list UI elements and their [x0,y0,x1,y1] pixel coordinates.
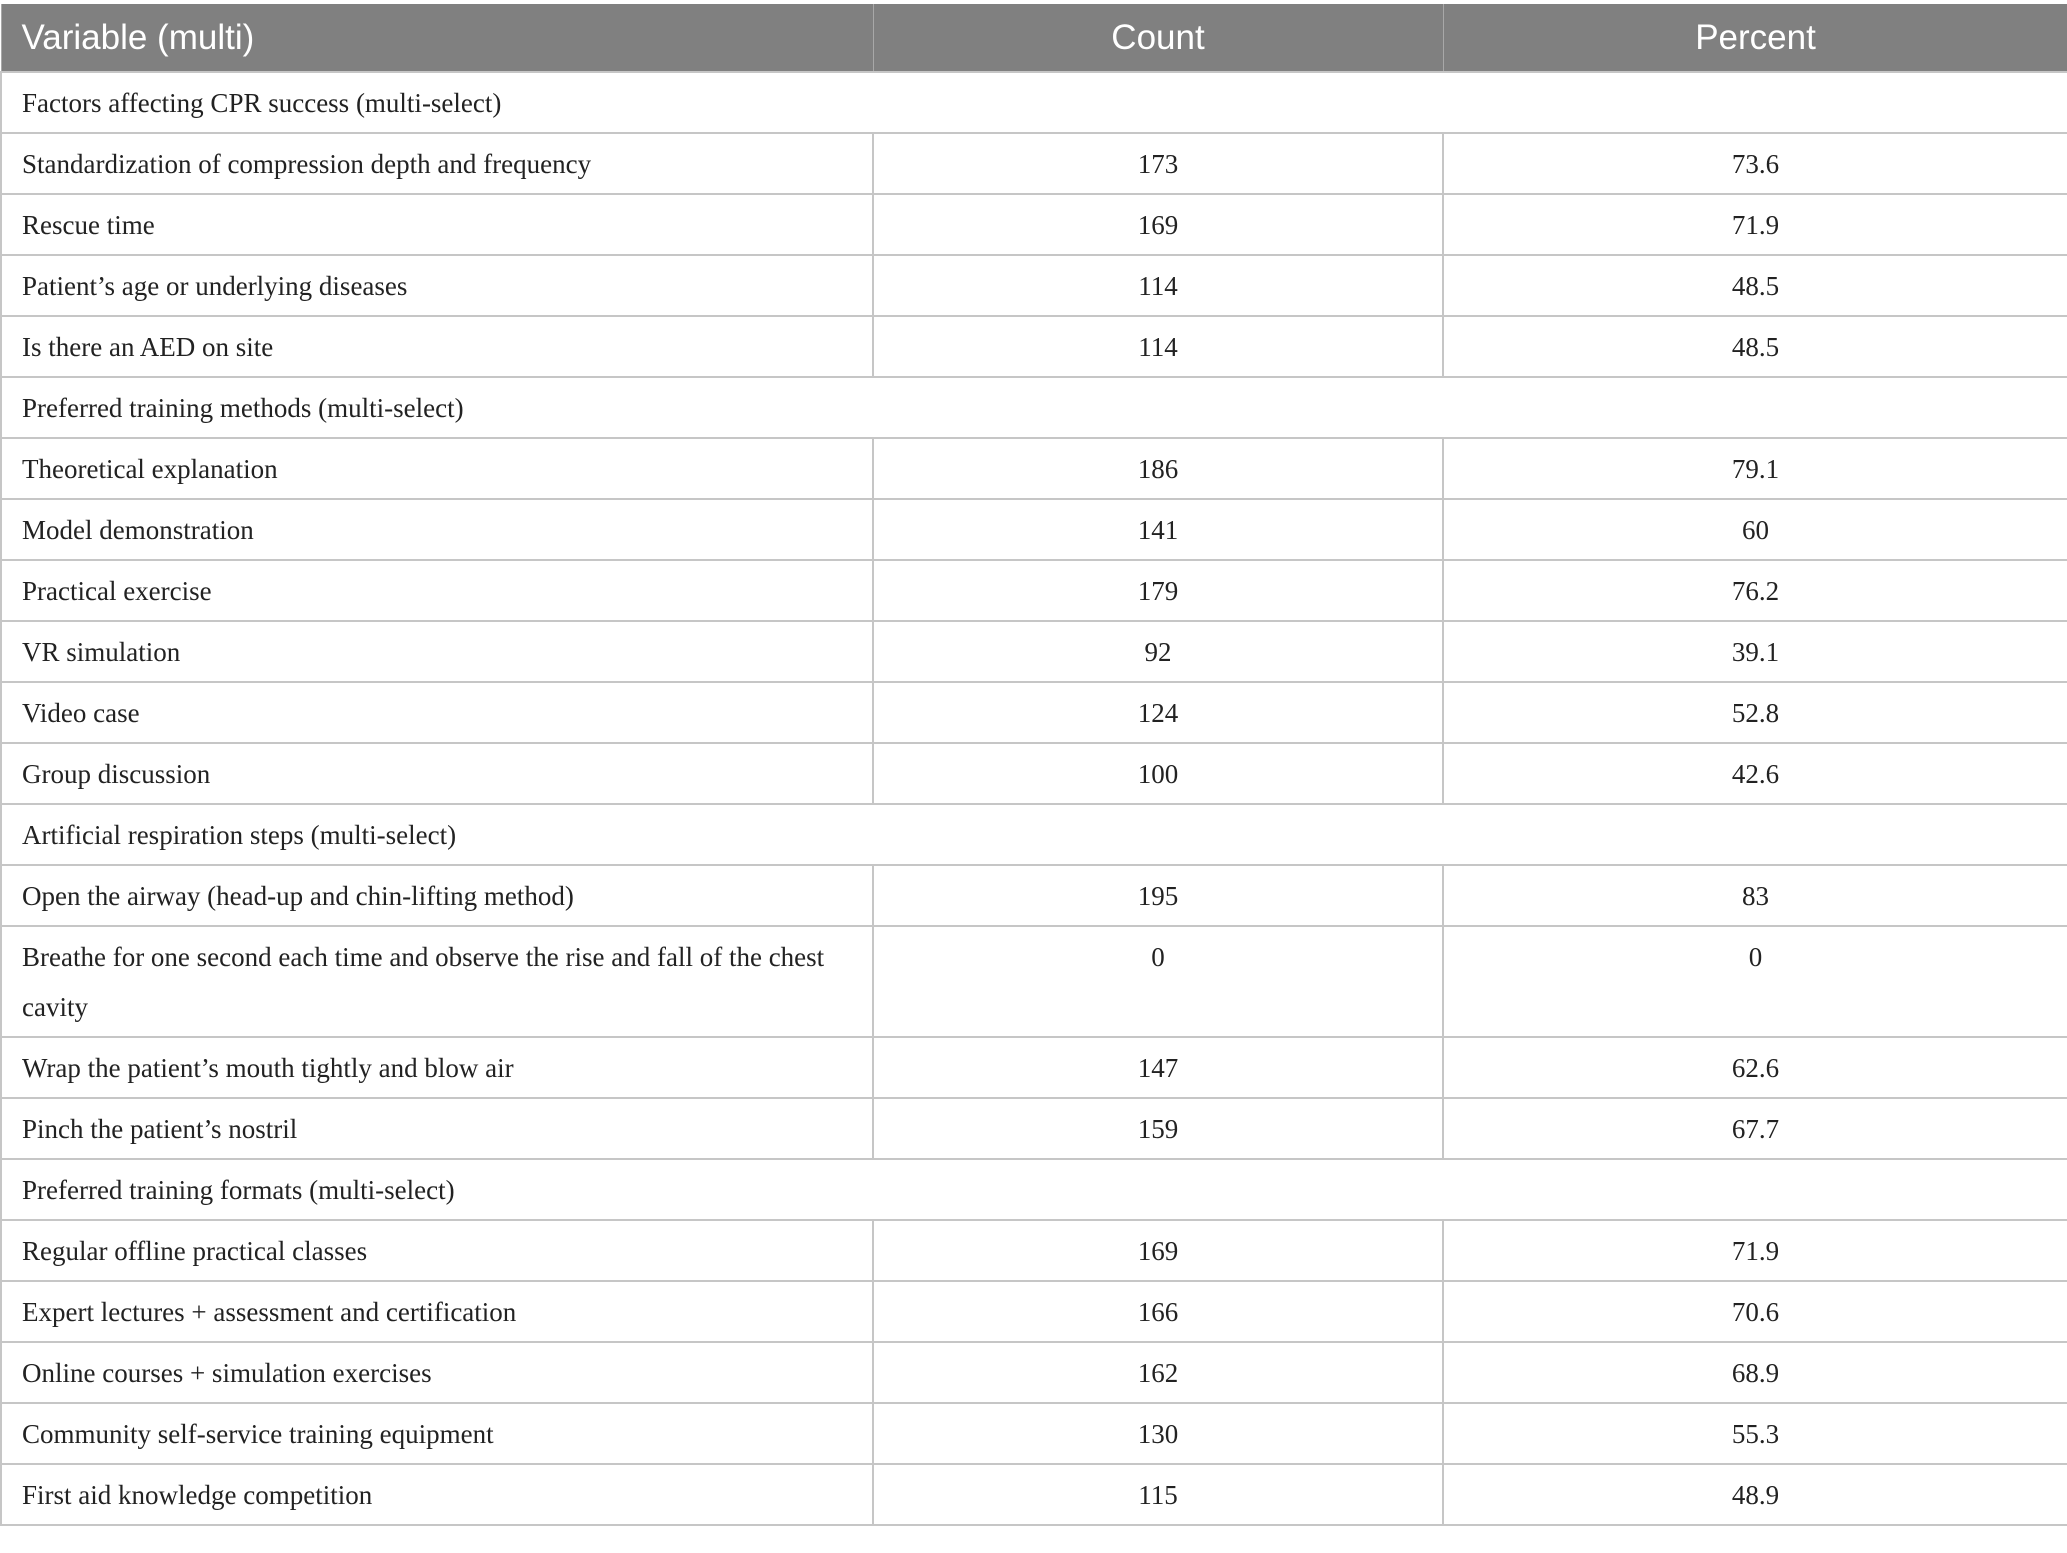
section-row [1,72,2067,133]
table-row [1,1098,2067,1159]
cell-variable: Theoretical explanation [1,438,873,499]
cell-count: 159 [873,1098,1443,1159]
table-row [1,499,2067,560]
table-row [1,621,2067,682]
section-title: Artificial respiration steps (multi-select) [1,804,2067,865]
header-variable: Variable (multi) [1,4,873,72]
cell-variable: First aid knowledge competition [1,1464,873,1525]
cell-percent: 71.9 [1443,194,2067,255]
cell-percent: 73.6 [1443,133,2067,194]
cell-count: 114 [873,316,1443,377]
survey-table [0,4,2067,1526]
cell-count: 166 [873,1281,1443,1342]
cell-count: 92 [873,621,1443,682]
section-row [1,804,2067,865]
table-row [1,1342,2067,1403]
cell-variable: Rescue time [1,194,873,255]
cell-variable: Open the airway (head-up and chin-lifting method) [1,865,873,926]
cell-percent: 48.9 [1443,1464,2067,1525]
table-row [1,1037,2067,1098]
cell-percent: 83 [1443,865,2067,926]
table-row [1,926,2067,1037]
table-row [1,1464,2067,1525]
section-title: Preferred training methods (multi-select) [1,377,2067,438]
table-row [1,194,2067,255]
cell-count: 100 [873,743,1443,804]
cell-count: 0 [873,926,1443,1037]
cell-percent: 48.5 [1443,255,2067,316]
cell-variable: Patient’s age or underlying diseases [1,255,873,316]
table-header [1,4,2067,72]
table-row [1,1281,2067,1342]
table-row [1,255,2067,316]
cell-count: 169 [873,1220,1443,1281]
header-count: Count [873,4,1443,72]
header-percent: Percent [1443,4,2067,72]
cell-variable: Group discussion [1,743,873,804]
cell-percent: 76.2 [1443,560,2067,621]
cell-count: 186 [873,438,1443,499]
table-row [1,682,2067,743]
cell-variable: Is there an AED on site [1,316,873,377]
cell-count: 114 [873,255,1443,316]
cell-percent: 48.5 [1443,316,2067,377]
cell-percent: 68.9 [1443,1342,2067,1403]
cell-count: 179 [873,560,1443,621]
cell-count: 173 [873,133,1443,194]
table-row [1,438,2067,499]
cell-percent: 39.1 [1443,621,2067,682]
cell-variable: Practical exercise [1,560,873,621]
section-title: Factors affecting CPR success (multi-select) [1,72,2067,133]
cell-percent: 0 [1443,926,2067,1037]
cell-percent: 71.9 [1443,1220,2067,1281]
cell-percent: 62.6 [1443,1037,2067,1098]
table-row [1,743,2067,804]
cell-percent: 55.3 [1443,1403,2067,1464]
cell-variable: Model demonstration [1,499,873,560]
table-body [1,72,2067,1525]
section-title: Preferred training formats (multi-select) [1,1159,2067,1220]
table-row [1,316,2067,377]
section-row [1,377,2067,438]
cell-variable: Pinch the patient’s nostril [1,1098,873,1159]
cell-count: 195 [873,865,1443,926]
table-row [1,1220,2067,1281]
cell-percent: 60 [1443,499,2067,560]
cell-percent: 42.6 [1443,743,2067,804]
cell-variable: Regular offline practical classes [1,1220,873,1281]
cell-count: 162 [873,1342,1443,1403]
cell-variable: VR simulation [1,621,873,682]
cell-count: 147 [873,1037,1443,1098]
cell-count: 169 [873,194,1443,255]
table-row [1,1403,2067,1464]
cell-variable: Video case [1,682,873,743]
cell-variable: Wrap the patient’s mouth tightly and blow air [1,1037,873,1098]
cell-variable: Community self-service training equipment [1,1403,873,1464]
cell-count: 124 [873,682,1443,743]
header-row [1,4,2067,72]
table-row [1,560,2067,621]
cell-count: 130 [873,1403,1443,1464]
table-row [1,865,2067,926]
cell-percent: 67.7 [1443,1098,2067,1159]
cell-variable: Expert lectures + assessment and certification [1,1281,873,1342]
cell-percent: 70.6 [1443,1281,2067,1342]
table-row [1,133,2067,194]
cell-variable: Standardization of compression depth and frequency [1,133,873,194]
section-row [1,1159,2067,1220]
cell-count: 141 [873,499,1443,560]
cell-percent: 79.1 [1443,438,2067,499]
cell-percent: 52.8 [1443,682,2067,743]
cell-count: 115 [873,1464,1443,1525]
cell-variable: Online courses + simulation exercises [1,1342,873,1403]
cell-variable: Breathe for one second each time and observe the rise and fall of the chest cavity [1,926,873,1037]
